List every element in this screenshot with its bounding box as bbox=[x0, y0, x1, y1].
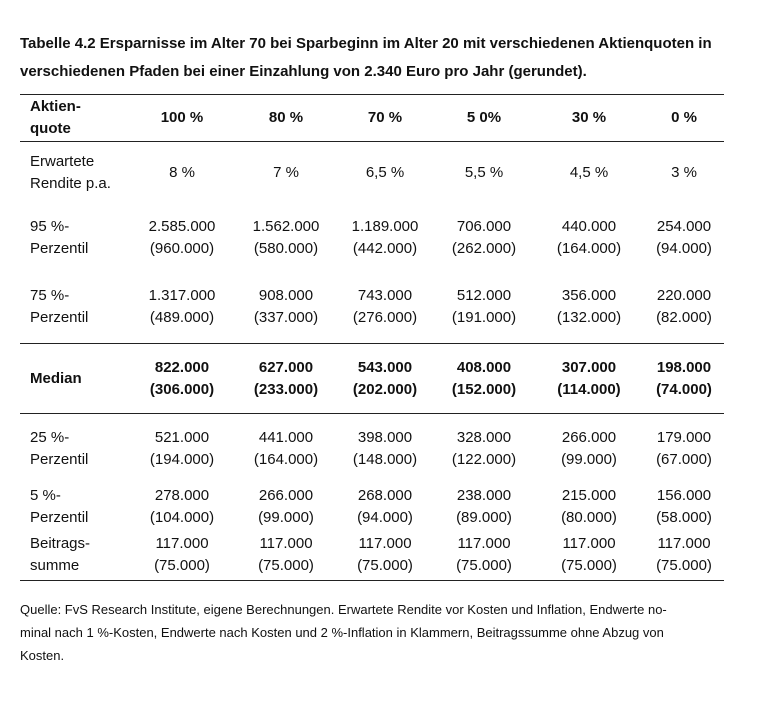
table-cell: 8 % bbox=[169, 163, 195, 181]
table-cell: 266.000 (99.000) bbox=[561, 428, 617, 468]
table-cell: 268.000 (94.000) bbox=[357, 487, 413, 526]
table-cell: 822.000 (306.000) bbox=[128, 344, 236, 414]
caption-line: Tabelle 4.2 Ersparnisse im Alter 70 bei Sparbeginn im Alter 20 mit verschiedenen Aktienquoten in bbox=[20, 35, 712, 52]
table-cell: 6,5 % bbox=[365, 163, 405, 181]
row-label: 25 %- Perzentil bbox=[30, 428, 89, 468]
table-cell: 1.317.000 (489.000) bbox=[148, 287, 216, 327]
row-label: 75 %- Perzentil bbox=[30, 287, 89, 327]
table-cell: 220.000 (82.000) bbox=[656, 287, 712, 327]
table-cell: 1.189.000 (442.000) bbox=[351, 217, 419, 257]
table-cell: 2.585.000 (960.000) bbox=[148, 217, 216, 257]
table-cell: 215.000 (80.000) bbox=[561, 487, 617, 526]
table-cell: 440.000 (164.000) bbox=[556, 217, 622, 257]
table-cell: 254.000 (94.000) bbox=[656, 217, 712, 257]
table-cell: 1.562.000 (580.000) bbox=[252, 217, 320, 257]
table-cell: 512.000 (191.000) bbox=[451, 287, 517, 327]
column-header: 30 % bbox=[534, 95, 644, 142]
table-cell: 398.000 (148.000) bbox=[352, 428, 418, 468]
table-cell: 266.000 (99.000) bbox=[258, 487, 314, 526]
column-header: 5 0% bbox=[434, 95, 534, 142]
header-row bbox=[20, 95, 724, 142]
source-line: Quelle: FvS Research Institute, eigene Berechnungen. Erwartete Rendite vor Kosten und Inflation, Endwerte no- bbox=[20, 602, 667, 617]
table-cell: 7 % bbox=[273, 163, 299, 181]
row-label: Beitrags- summe bbox=[20, 531, 128, 581]
table-cell: 117.000 (75.000) bbox=[336, 531, 434, 581]
table-row bbox=[20, 414, 724, 484]
row-label: Median bbox=[20, 344, 128, 414]
table-cell: 908.000 (337.000) bbox=[253, 287, 319, 327]
table-cell: 3 % bbox=[671, 163, 697, 181]
table-cell: 356.000 (132.000) bbox=[556, 287, 622, 327]
source-line: minal nach 1 %-Kosten, Endwerte nach Kosten und 2 %-Inflation in Klammern, Beitragssumme ohne Abzug von bbox=[20, 625, 664, 640]
table-cell: 179.000 (67.000) bbox=[656, 428, 712, 468]
column-header: 80 % bbox=[236, 95, 336, 142]
column-header: 100 % bbox=[128, 95, 236, 142]
table-cell: 117.000 (75.000) bbox=[128, 531, 236, 581]
table-row bbox=[20, 142, 724, 204]
table-cell: 543.000 (202.000) bbox=[336, 344, 434, 414]
row-label: Aktien- quote bbox=[20, 95, 128, 142]
table-row bbox=[20, 204, 724, 272]
table-cell: 706.000 (262.000) bbox=[451, 217, 517, 257]
row-label: 95 %- Perzentil bbox=[30, 217, 89, 257]
row-label: 5 %- Perzentil bbox=[30, 487, 89, 526]
table-cell: 4,5 % bbox=[569, 163, 609, 181]
table-cell: 521.000 (194.000) bbox=[149, 428, 215, 468]
column-header: 0 % bbox=[644, 95, 724, 142]
table-row-median bbox=[20, 344, 724, 414]
table-cell: 627.000 (233.000) bbox=[236, 344, 336, 414]
table-cell: 117.000 (75.000) bbox=[534, 531, 644, 581]
table-cell: 117.000 (75.000) bbox=[236, 531, 336, 581]
table-cell: 278.000 (104.000) bbox=[149, 487, 215, 526]
table-cell: 328.000 (122.000) bbox=[451, 428, 517, 468]
table-cell: 117.000 (75.000) bbox=[644, 531, 724, 581]
table-cell: 5,5 % bbox=[464, 163, 504, 181]
row-label: Erwartete Rendite p.a. bbox=[30, 152, 111, 192]
table-row bbox=[20, 484, 724, 531]
table-row bbox=[20, 272, 724, 344]
source-note bbox=[20, 598, 742, 667]
table-cell: 441.000 (164.000) bbox=[253, 428, 319, 468]
caption-line: verschiedenen Pfaden bei einer Einzahlung von 2.340 Euro pro Jahr (gerundet). bbox=[20, 63, 587, 80]
column-header: 70 % bbox=[336, 95, 434, 142]
table-row bbox=[20, 531, 724, 581]
table-caption bbox=[20, 30, 750, 86]
table-cell: 307.000 (114.000) bbox=[534, 344, 644, 414]
table-cell: 408.000 (152.000) bbox=[434, 344, 534, 414]
table-cell: 117.000 (75.000) bbox=[434, 531, 534, 581]
table-cell: 238.000 (89.000) bbox=[456, 487, 512, 526]
table-cell: 156.000 (58.000) bbox=[656, 487, 712, 526]
table-cell: 743.000 (276.000) bbox=[352, 287, 418, 327]
table-cell: 198.000 (74.000) bbox=[644, 344, 724, 414]
savings-table bbox=[20, 94, 724, 581]
source-line: Kosten. bbox=[20, 648, 65, 663]
